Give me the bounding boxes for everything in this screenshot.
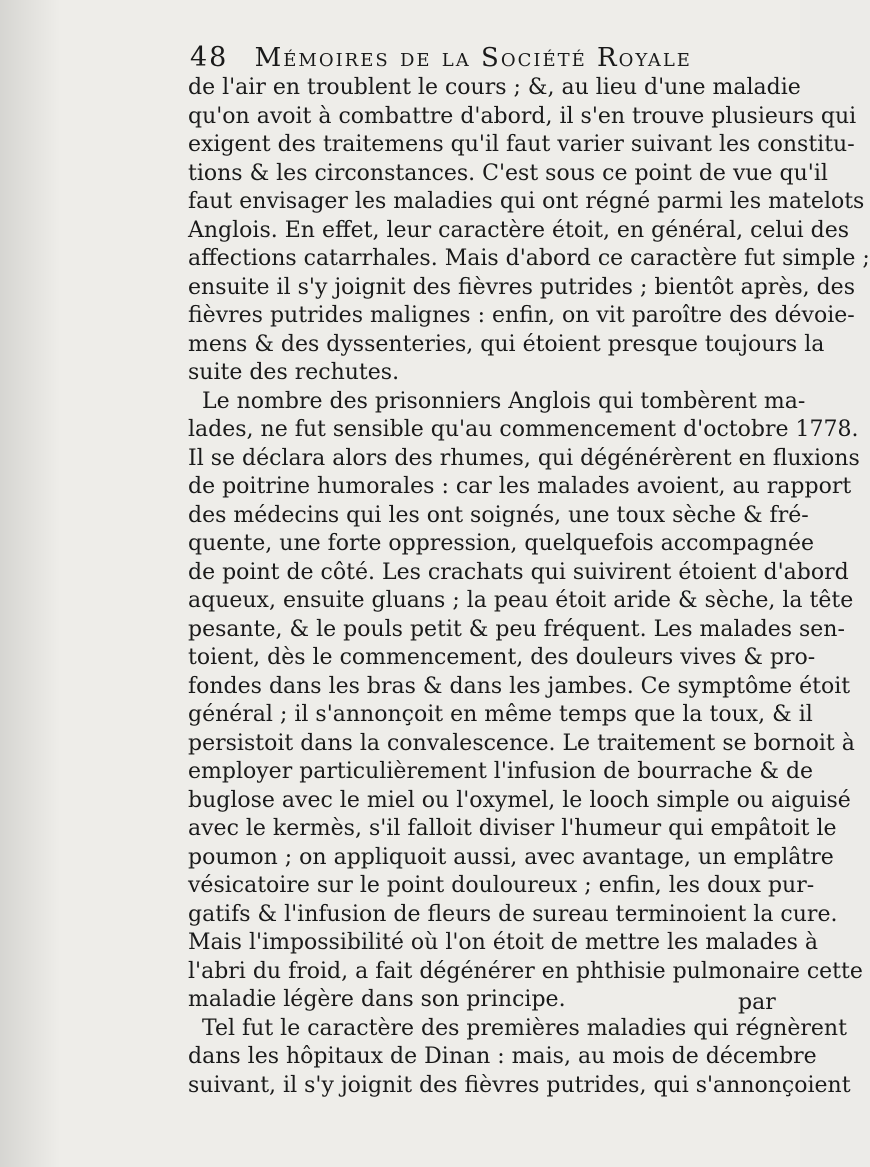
text-line: vésicatoire sur le point douloureux ; enfin, les doux pur- <box>188 873 815 898</box>
text-line: affections catarrhales. Mais d'abord ce caractère fut simple ; <box>188 246 870 271</box>
text-line: ensuite il s'y joignit des fièvres putrides ; bientôt après, des <box>188 274 855 300</box>
text-line: qu'on avoit à combattre d'abord, il s'en trouve plusieurs qui <box>188 103 857 129</box>
text-line: faut envisager les maladies qui ont régné parmi les matelots <box>188 189 865 214</box>
text-line: dans les hôpitaux de Dinan : mais, au mois de décembre <box>188 1044 817 1069</box>
text-line: aqueux, ensuite gluans ; la peau étoit aride & sèche, la tête <box>188 588 854 613</box>
text-line: exigent des traitemens qu'il faut varier suivant les constitu- <box>188 132 855 157</box>
text-line: suite des rechutes. <box>188 360 400 385</box>
page-number: 48 <box>190 42 229 73</box>
body-text <box>188 74 870 1100</box>
text-line: Il se déclara alors des rhumes, qui dégénérèrent en fluxions <box>188 445 860 471</box>
text-line: de point de côté. Les crachats qui suivirent étoient d'abord <box>188 559 849 585</box>
text-line: fondes dans les bras & dans les jambes. Ce symptôme étoit <box>188 673 851 699</box>
text-line: des médecins qui les ont soignés, une toux sèche & fré- <box>188 502 809 528</box>
text-line: gatifs & l'infusion de fleurs de sureau terminoient la cure. <box>188 901 838 927</box>
text-line: tions & les circonstances. C'est sous ce point de vue qu'il <box>188 160 828 186</box>
text-line: de poitrine humorales : car les malades avoient, au rapport <box>188 474 852 499</box>
text-line: toient, dès le commencement, des douleurs vives & pro- <box>188 645 816 670</box>
text-line: de l'air en troublent le cours ; &, au lieu d'une maladie <box>188 75 801 100</box>
text-line: pesante, & le pouls petit & peu fréquent. Les malades sen- <box>188 616 845 642</box>
paragraph-start-line: Tel fut le caractère des premières maladies qui régnèrent <box>202 1015 847 1041</box>
running-head <box>190 42 770 73</box>
text-line: suivant, il s'y joignit des fièvres putrides, qui s'annonçoient <box>188 1072 851 1098</box>
text-line: mens & des dyssenteries, qui étoient presque toujours la <box>188 331 825 357</box>
text-line: buglose avec le miel ou l'oxymel, le looch simple ou aiguisé <box>188 787 851 813</box>
text-line: quente, une forte oppression, quelquefois accompagnée <box>188 531 815 556</box>
text-line: lades, ne fut sensible qu'au commencement d'octobre 1778. <box>188 417 859 442</box>
text-line: persistoit dans la convalescence. Le traitement se bornoit à <box>188 730 855 756</box>
text-line: général ; il s'annonçoit en même temps que la toux, & il <box>188 702 813 727</box>
text-line: Mais l'impossibilité où l'on étoit de mettre les malades à <box>188 930 818 955</box>
text-line: maladie légère dans son principe. <box>188 987 566 1012</box>
paragraph-start-line: Le nombre des prisonniers Anglois qui tombèrent ma- <box>202 388 806 414</box>
text-line: Anglois. En effet, leur caractère étoit, en général, celui des <box>188 217 850 243</box>
running-title: Mémoires de la Société Royale <box>254 43 692 73</box>
text-line: avec le kermès, s'il falloit diviser l'humeur qui empâtoit le <box>188 816 837 841</box>
gutter-shadow <box>0 0 60 1167</box>
text-line: poumon ; on appliquoit aussi, avec avantage, un emplâtre <box>188 844 834 870</box>
text-line: employer particulièrement l'infusion de bourrache & de <box>188 759 814 784</box>
text-line: fièvres putrides malignes : enfin, on vit paroître des dévoie- <box>188 303 855 328</box>
catchword: par <box>738 990 776 1015</box>
text-line: l'abri du froid, a fait dégénérer en phthisie pulmonaire cette <box>188 958 863 984</box>
